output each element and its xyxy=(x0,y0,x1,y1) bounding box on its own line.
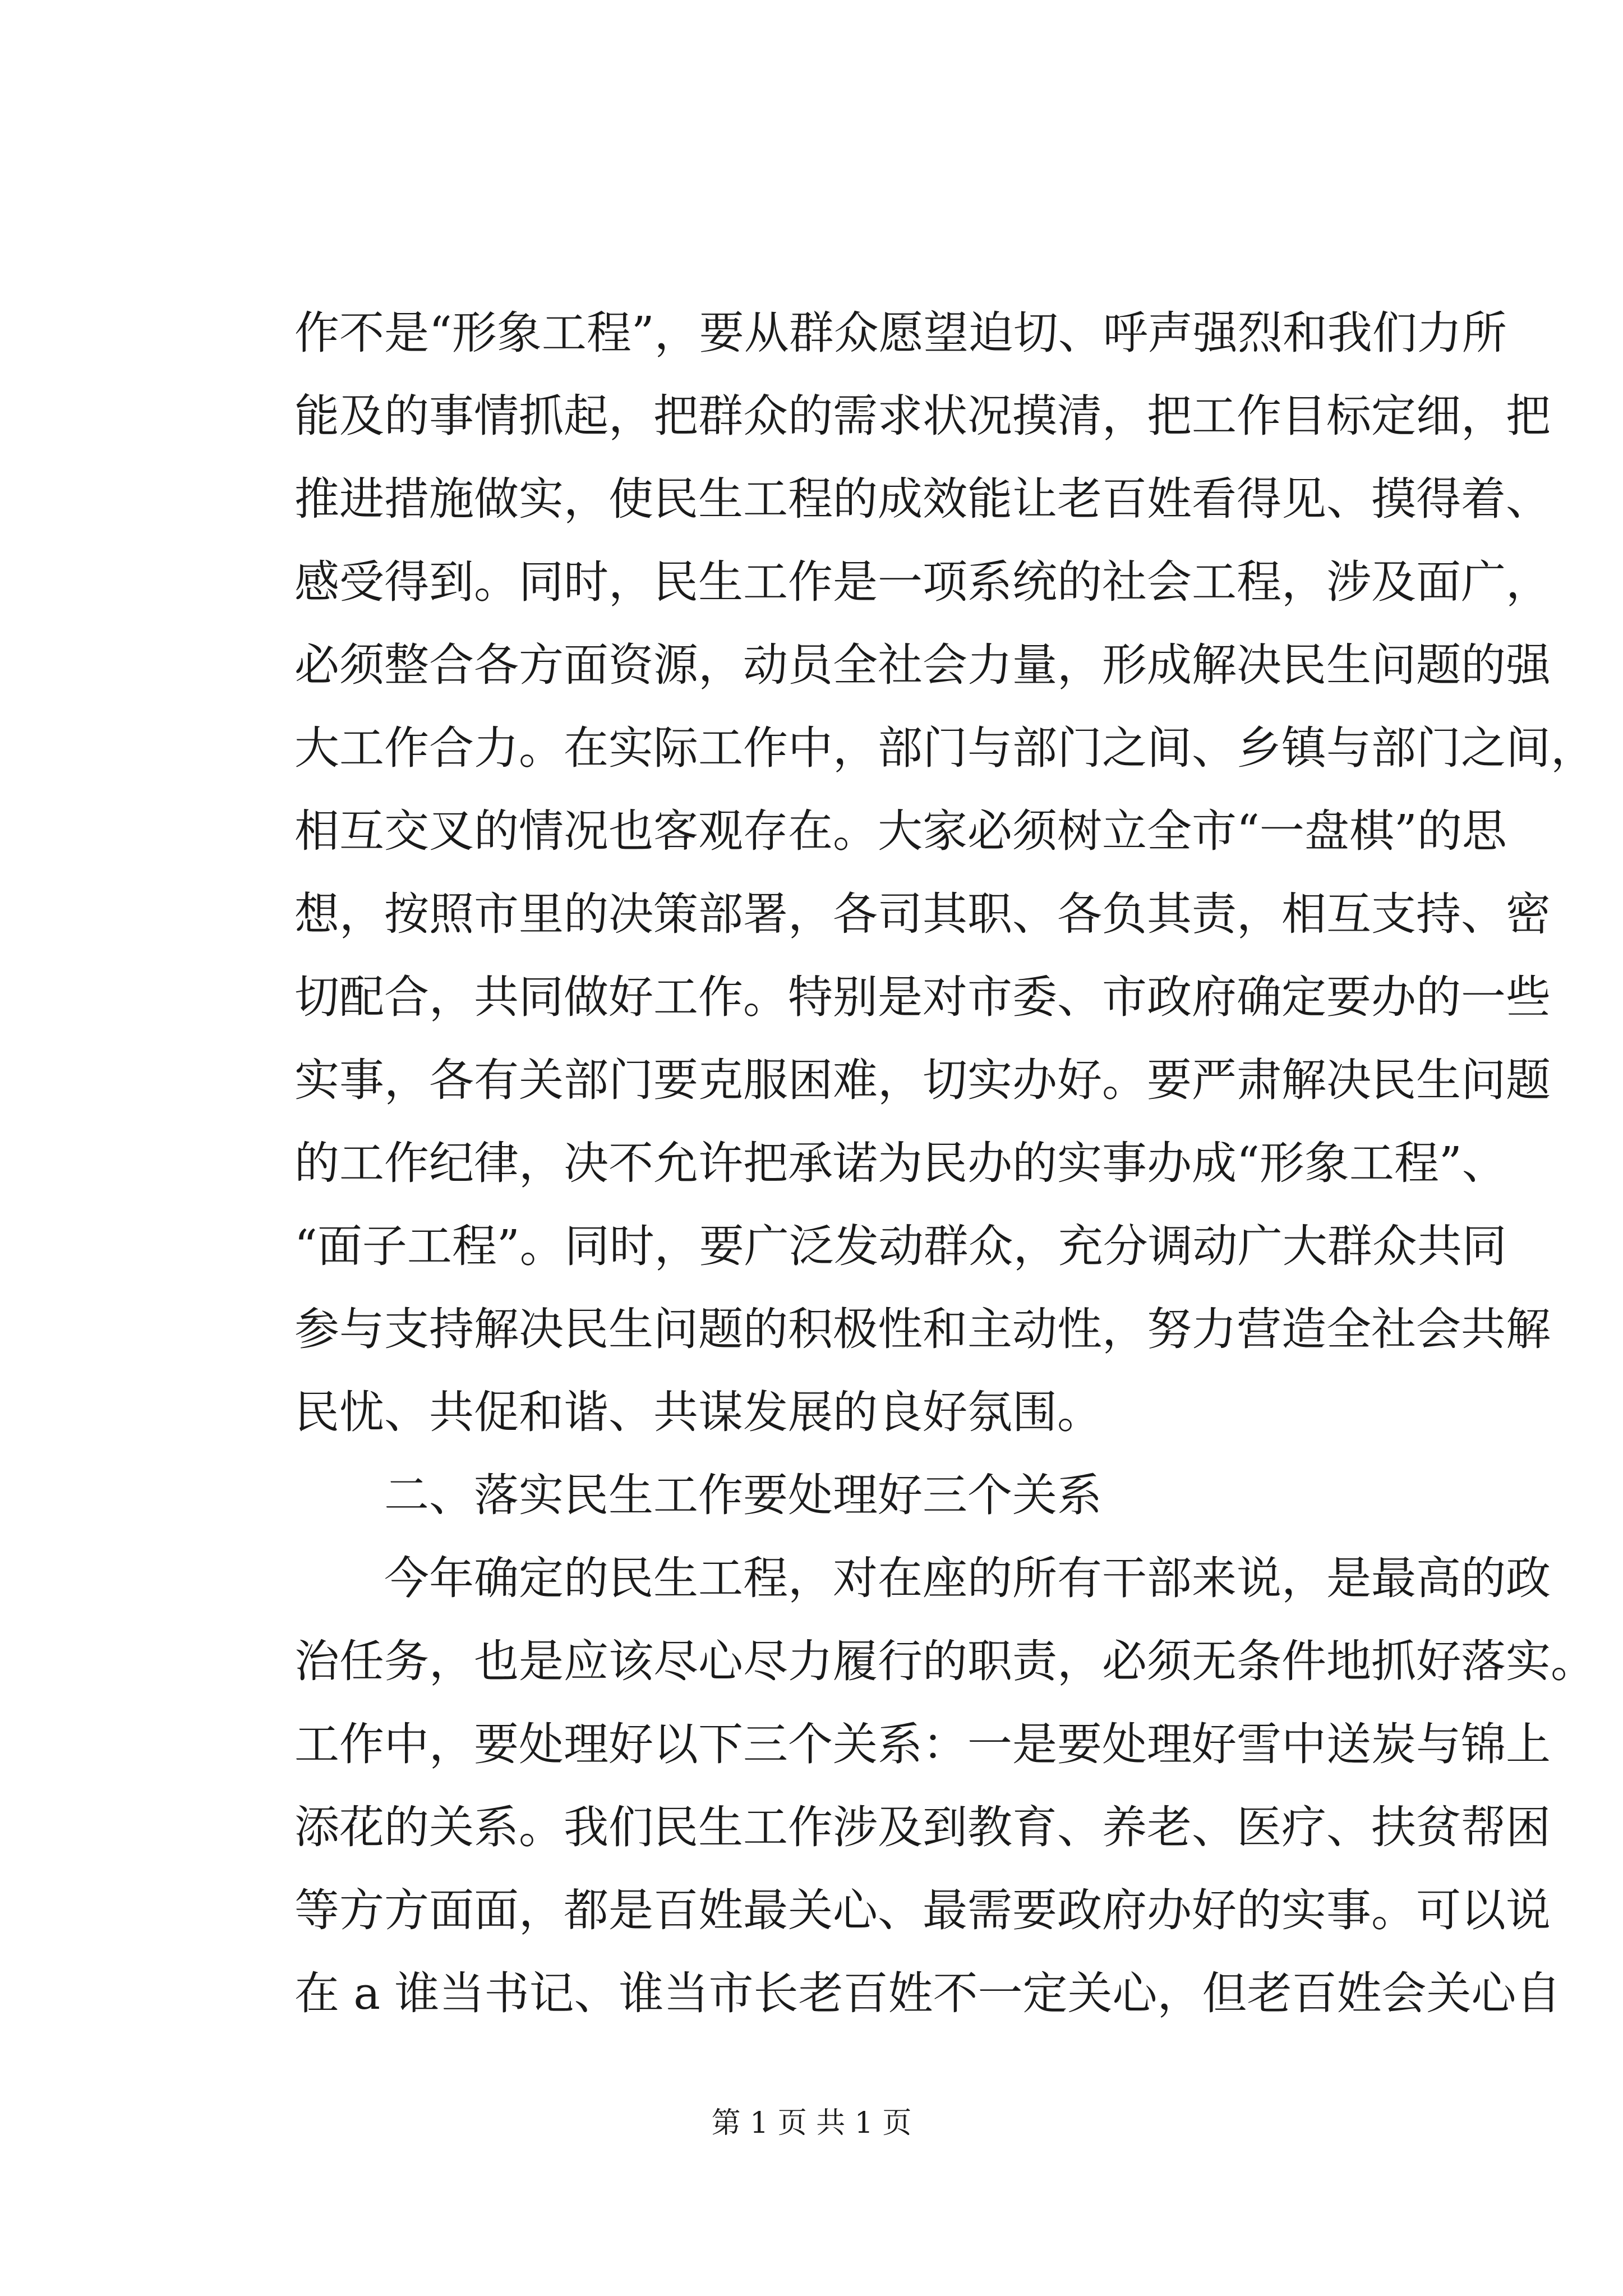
body-text-line: 等方方面面，都是百姓最关心、最需要政府办好的实事。可以说 xyxy=(294,1884,1551,1936)
body-text-line: 推进措施做实，使民生工程的成效能让老百姓看得见、摸得着、 xyxy=(294,473,1551,525)
body-text-line: 大工作合力。在实际工作中，部门与部门之间、乡镇与部门之间， xyxy=(294,722,1596,774)
body-text-line: 参与支持解决民生问题的积极性和主动性，努力营造全社会共解 xyxy=(294,1303,1551,1355)
body-text-line: 在 a 谁当书记、谁当市长老百姓不一定关心，但老百姓会关心自 xyxy=(294,1967,1561,2019)
body-text-line: 必须整合各方面资源，动员全社会力量，形成解决民生问题的强 xyxy=(294,639,1551,691)
body-text-line: 想，按照市里的决策部署，各司其职、各负其责，相互支持、密 xyxy=(294,888,1551,940)
section-heading: 二、落实民生工作要处理好三个关系 xyxy=(384,1469,1102,1521)
body-text-line: “面子工程”。同时，要广泛发动群众，充分调动广大群众共同 xyxy=(294,1220,1507,1272)
body-text-line: 能及的事情抓起，把群众的需求状况摸清，把工作目标定细，把 xyxy=(294,390,1551,442)
body-text-line: 工作中，要处理好以下三个关系：一是要处理好雪中送炭与锦上 xyxy=(294,1718,1551,1770)
body-text-line: 添花的关系。我们民生工作涉及到教育、养老、医疗、扶贫帮困 xyxy=(294,1801,1551,1853)
body-text-line: 治任务，也是应该尽心尽力履行的职责，必须无条件地抓好落实。 xyxy=(294,1635,1596,1687)
body-text-line: 切配合，共同做好工作。特别是对市委、市政府确定要办的一些 xyxy=(294,971,1551,1023)
body-text-line: 实事，各有关部门要克服困难，切实办好。要严肃解决民生问题 xyxy=(294,1054,1551,1106)
page-number-footer: 第 1 页 共 1 页 xyxy=(711,2106,912,2140)
body-text-line: 民忧、共促和谐、共谋发展的良好氛围。 xyxy=(294,1386,1102,1438)
body-text-line: 作不是“形象工程”，要从群众愿望迫切、呼声强烈和我们力所 xyxy=(294,307,1507,359)
body-text-line: 相互交叉的情况也客观存在。大家必须树立全市“一盘棋”的思 xyxy=(294,805,1507,857)
body-text-line: 的工作纪律，决不允许把承诺为民办的实事办成“形象工程”、 xyxy=(294,1137,1507,1189)
body-text-line: 今年确定的民生工程，对在座的所有干部来说，是最高的政 xyxy=(384,1552,1551,1604)
body-text-line: 感受得到。同时，民生工作是一项系统的社会工程，涉及面广， xyxy=(294,556,1551,608)
